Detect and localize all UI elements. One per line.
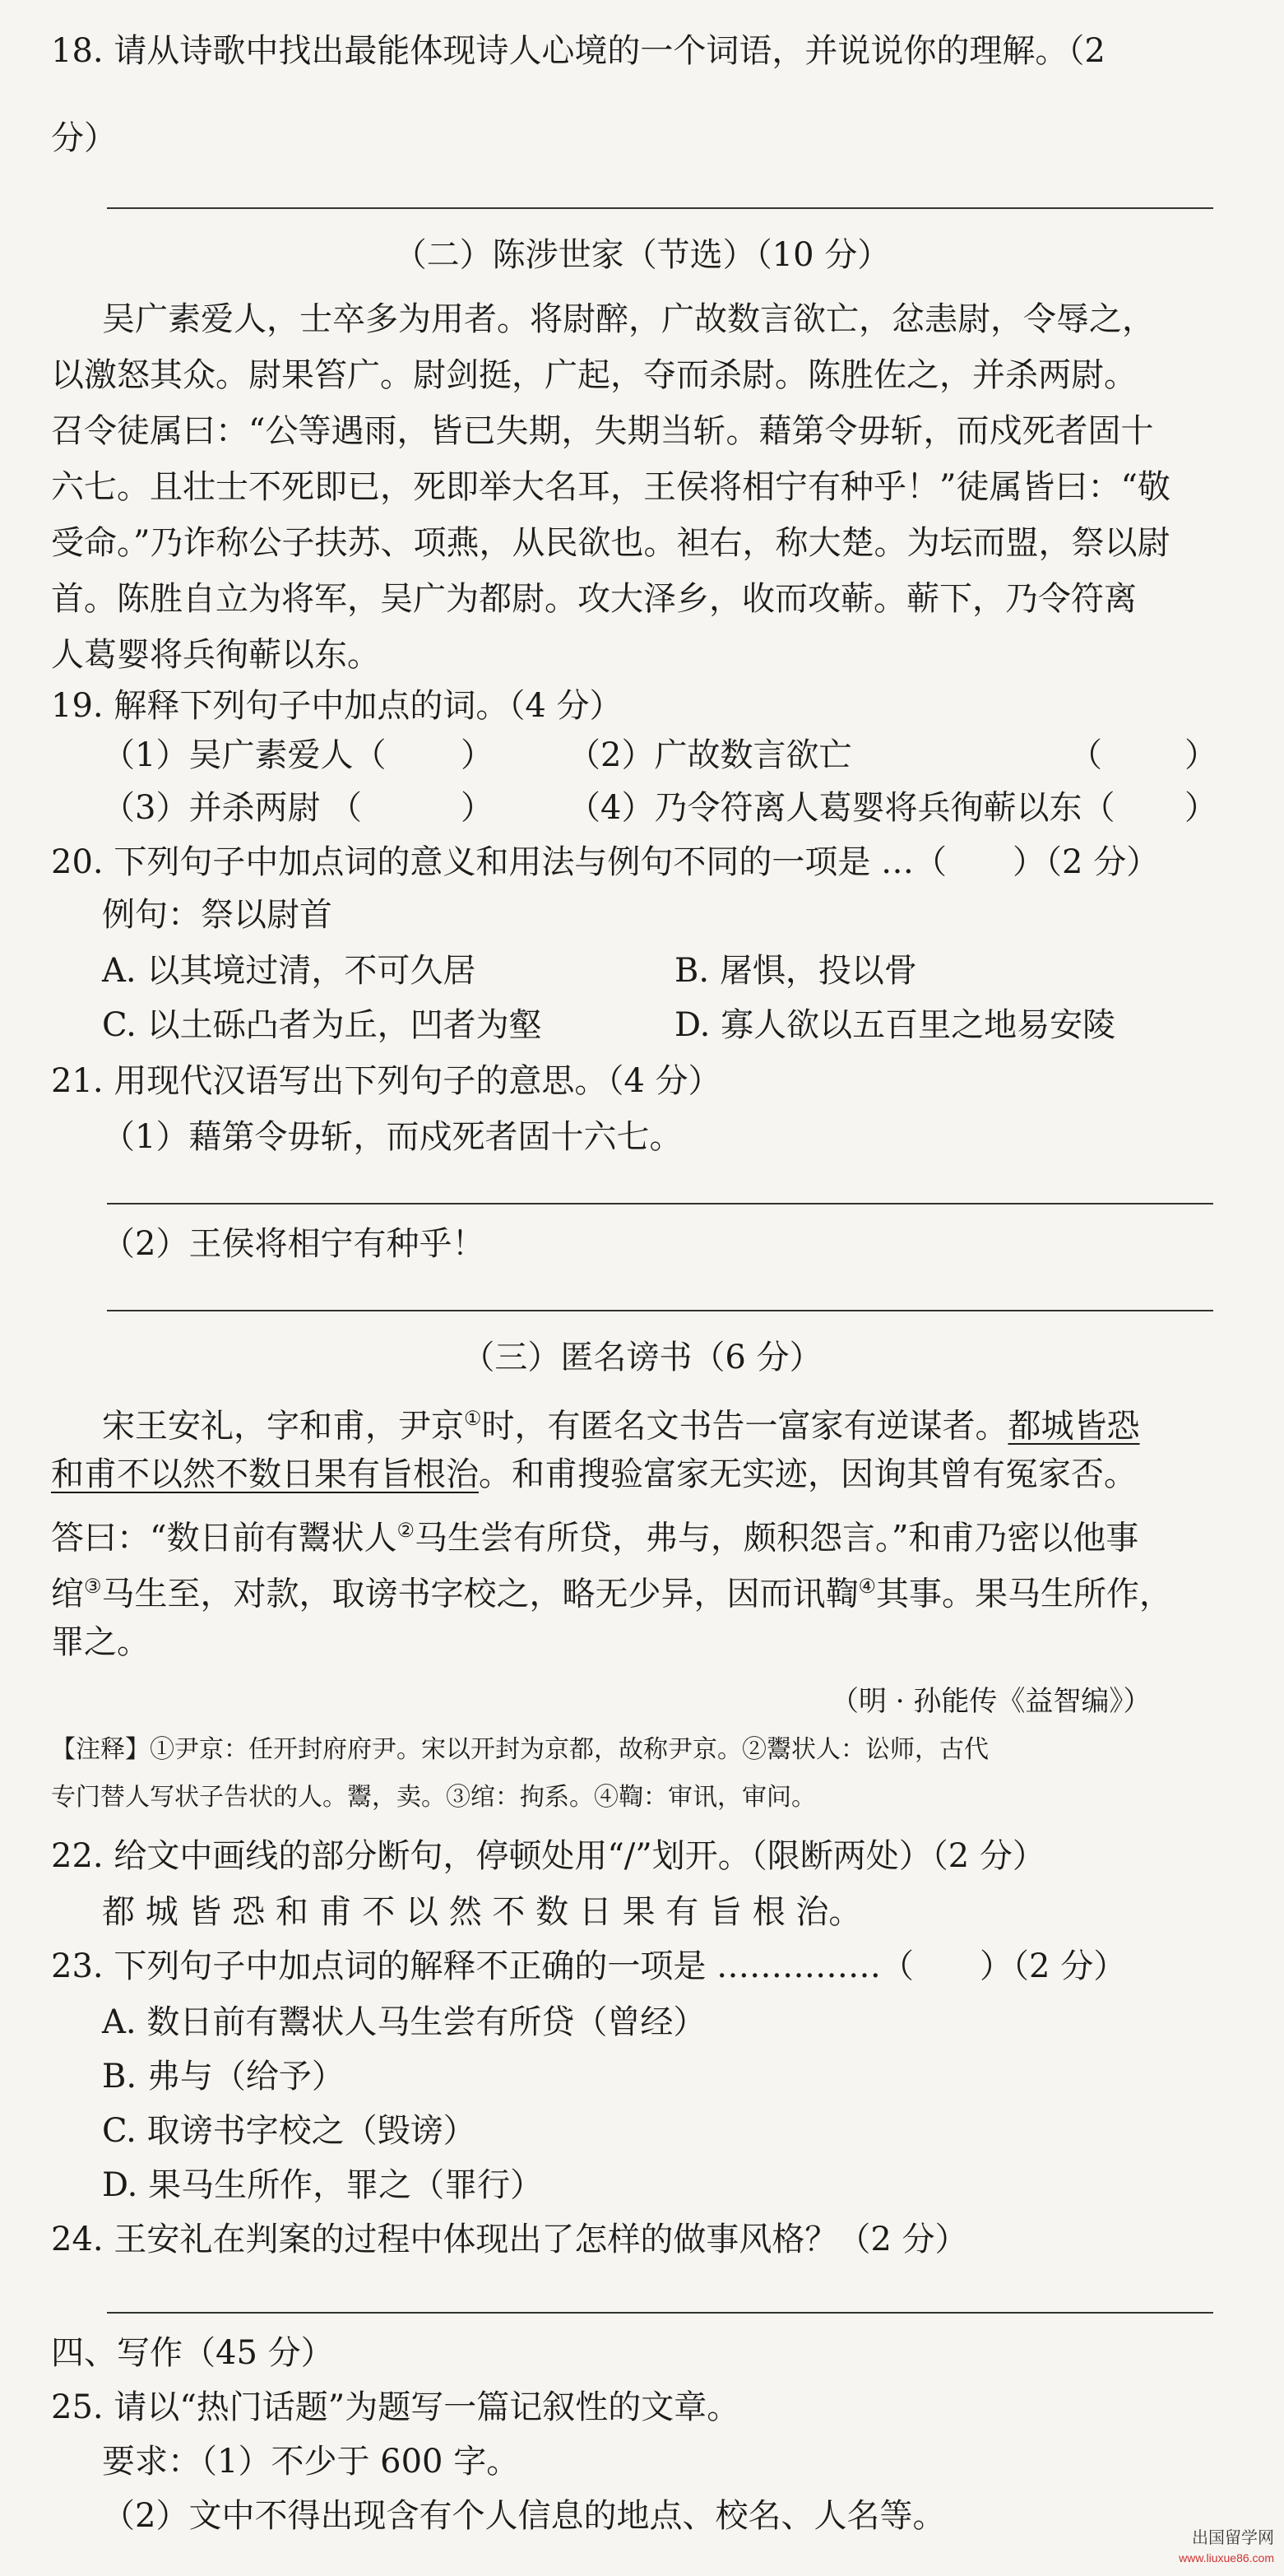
q21-item-2: （2）王侯将相宁有种乎！	[102, 1225, 485, 1263]
passage-2-line: 人葛婴将兵徇蕲以东。	[51, 636, 380, 674]
passage-2-line: 吴广素爱人，士卒多为用者。将尉醉，广故数言欲亡，忿恚尉，令辱之，	[102, 300, 1155, 338]
section-4-title-main: 四、写作	[51, 2334, 183, 2372]
q19-item-2-open: （	[1069, 736, 1102, 774]
passage-3-line-3	[51, 1507, 1138, 1561]
underlined-phrase: 都城皆恐	[1008, 1407, 1140, 1446]
section-2-title-score: （10 分）	[755, 236, 891, 274]
q24-stem: 24. 王安礼在判案的过程中体现出了怎样的做事风格？（2 分）	[51, 2221, 968, 2258]
section-4-title-score: （45 分）	[183, 2334, 334, 2372]
q20-option-c: C. 以土砾凸者为丘，凹者为壑	[102, 1006, 542, 1044]
notes-text: ①尹京：任开封府府尹。宋以开封为京都，故称尹京。②鬻状人：讼师，古代	[150, 1735, 989, 1764]
passage-3-line-2	[51, 1451, 1137, 1497]
q19-item-3-close: ）	[461, 789, 494, 827]
section-3-title-main: （三）匿名谤书	[461, 1339, 693, 1376]
section-3-title-score: （6 分）	[692, 1339, 823, 1376]
passage-3-text: 马生至，对款，取谤书字校之，略无少异，因而讯鞫	[101, 1575, 859, 1613]
section-4-title	[51, 2330, 334, 2376]
q20-example: 例句：祭以尉首	[102, 896, 332, 934]
q20-option-b: B. 屠惧，投以骨	[674, 952, 917, 990]
passage-3-line-5: 罪之。	[51, 1623, 150, 1661]
q19-item-2-close: ）	[1184, 736, 1217, 774]
passage-3-line-1	[102, 1395, 1140, 1449]
q21-answer-line-2	[107, 1310, 1213, 1311]
passage-3-text: 时，有匿名文书告一富家有逆谋者。	[481, 1407, 1008, 1446]
q19-item-1-close: ）	[461, 736, 494, 774]
notes-line-1	[51, 1731, 989, 1769]
footnote-mark: ④	[858, 1575, 877, 1598]
section-3-title	[0, 1334, 1284, 1381]
underlined-phrase: 和甫不以然不数日果有旨根治	[51, 1455, 479, 1493]
notes-line-2: 专门替人写状子告状的人。鬻，卖。③绾：拘系。④鞫：审讯，审问。	[51, 1783, 816, 1812]
q19-item-1: （1）吴广素爱人（	[102, 736, 387, 774]
passage-3-text: 宋王安礼，字和甫，尹京	[102, 1407, 464, 1446]
passage-2-line: 召令徒属曰：“公等遇雨，皆已失期，失期当斩。藉第令毋斩，而戍死者固十	[51, 412, 1154, 450]
passage-3-text: 其事。果马生所作，	[876, 1575, 1173, 1613]
q18-stem-line1: 18. 请从诗歌中找出最能体现诗人心境的一个词语，并说说你的理解。（2	[51, 32, 1106, 70]
passage-2-line: 首。陈胜自立为将军，吴广为都尉。攻大泽乡，收而攻蕲。蕲下，乃令符离	[51, 580, 1137, 618]
footnote-mark: ③	[84, 1575, 102, 1598]
q22-stem: 22. 给文中画线的部分断句，停顿处用“/”划开。（限断两处）（2 分）	[51, 1837, 1045, 1875]
q20-option-d: D. 寡人欲以五百里之地易安陵	[674, 1006, 1116, 1044]
watermark	[1110, 2528, 1274, 2568]
q19-stem: 19. 解释下列句子中加点的词。（4 分）	[51, 687, 623, 725]
q18-answer-line	[107, 207, 1213, 209]
passage-3-source: （明 · 孙能传《益智编》）	[831, 1685, 1152, 1718]
q23-option-b: B. 弗与（给予）	[102, 2058, 345, 2096]
q23-option-a: A. 数日前有鬻状人马生尝有所贷（曾经）	[102, 2003, 707, 2041]
q19-item-2: （2）广故数言欲亡	[568, 736, 852, 774]
q20-stem: 20. 下列句子中加点词的意义和用法与例句不同的一项是 …（ ）（2 分）	[51, 843, 1160, 881]
section-2-title	[0, 232, 1284, 278]
footnote-mark: ②	[396, 1519, 415, 1542]
passage-3-text: 答曰：“数日前有鬻状人	[51, 1519, 397, 1557]
passage-3-text: 。和甫搜验富家无实迹，因询其曾有冤家否。	[479, 1455, 1137, 1493]
q24-answer-line	[107, 2312, 1213, 2314]
section-2-title-note: （节选）	[623, 236, 756, 274]
q18-stem-line2: 分）	[51, 119, 117, 157]
q25-stem: 25. 请以“热门话题”为题写一篇记叙性的文章。	[51, 2388, 740, 2426]
q21-stem: 21. 用现代汉语写出下列句子的意思。（4 分）	[51, 1062, 721, 1100]
q19-item-3-open: （	[329, 789, 362, 827]
footnote-mark: ①	[464, 1407, 482, 1430]
q23-stem: 23. 下列句子中加点词的解释不正确的一项是 ……………（ ）（2 分）	[51, 1947, 1127, 1985]
q19-item-4: （4）乃令符离人葛婴将兵徇蕲以东（	[568, 789, 1115, 827]
passage-2-line: 六七。且壮士不死即已，死即举大名耳，王侯将相宁有种乎！”徒属皆曰：“敬	[51, 468, 1170, 506]
watermark-name: 出国留学网	[1192, 2529, 1274, 2547]
passage-3-text: 马生尝有所贷，弗与，颇积怨言。”和甫乃密以他事	[414, 1519, 1139, 1557]
passage-3-line-4	[51, 1563, 1172, 1617]
q20-option-a: A. 以其境过清，不可久居	[102, 952, 476, 990]
watermark-url: www.liuxue86.com	[1179, 2551, 1274, 2564]
q19-item-3: （3）并杀两尉	[102, 789, 321, 827]
q25-requirement-2: （2）文中不得出现含有个人信息的地点、校名、人名等。	[102, 2497, 946, 2535]
q19-item-4-close: ）	[1184, 789, 1217, 827]
section-2-title-main: （二）陈涉世家	[393, 236, 624, 274]
notes-label: 【注释】	[51, 1735, 150, 1764]
passage-2-line: 受命。”乃诈称公子扶苏、项燕，从民欲也。袒右，称大楚。为坛而盟，祭以尉	[51, 524, 1170, 562]
passage-2-line: 以激怒其众。尉果笞广。尉剑挺，广起，夺而杀尉。陈胜佐之，并杀两尉。	[51, 356, 1137, 394]
q25-requirement-1: 要求：（1）不少于 600 字。	[102, 2443, 520, 2481]
q23-option-c: C. 取谤书字校之（毁谤）	[102, 2112, 476, 2150]
q21-item-1: （1）藉第令毋斩，而戍死者固十六七。	[102, 1118, 683, 1156]
q23-option-d: D. 果马生所作，罪之（罪行）	[102, 2166, 544, 2204]
passage-3-text: 绾	[51, 1575, 84, 1613]
q22-text: 都 城 皆 恐 和 甫 不 以 然 不 数 日 果 有 旨 根 治。	[102, 1893, 862, 1931]
q21-answer-line-1	[107, 1203, 1213, 1204]
